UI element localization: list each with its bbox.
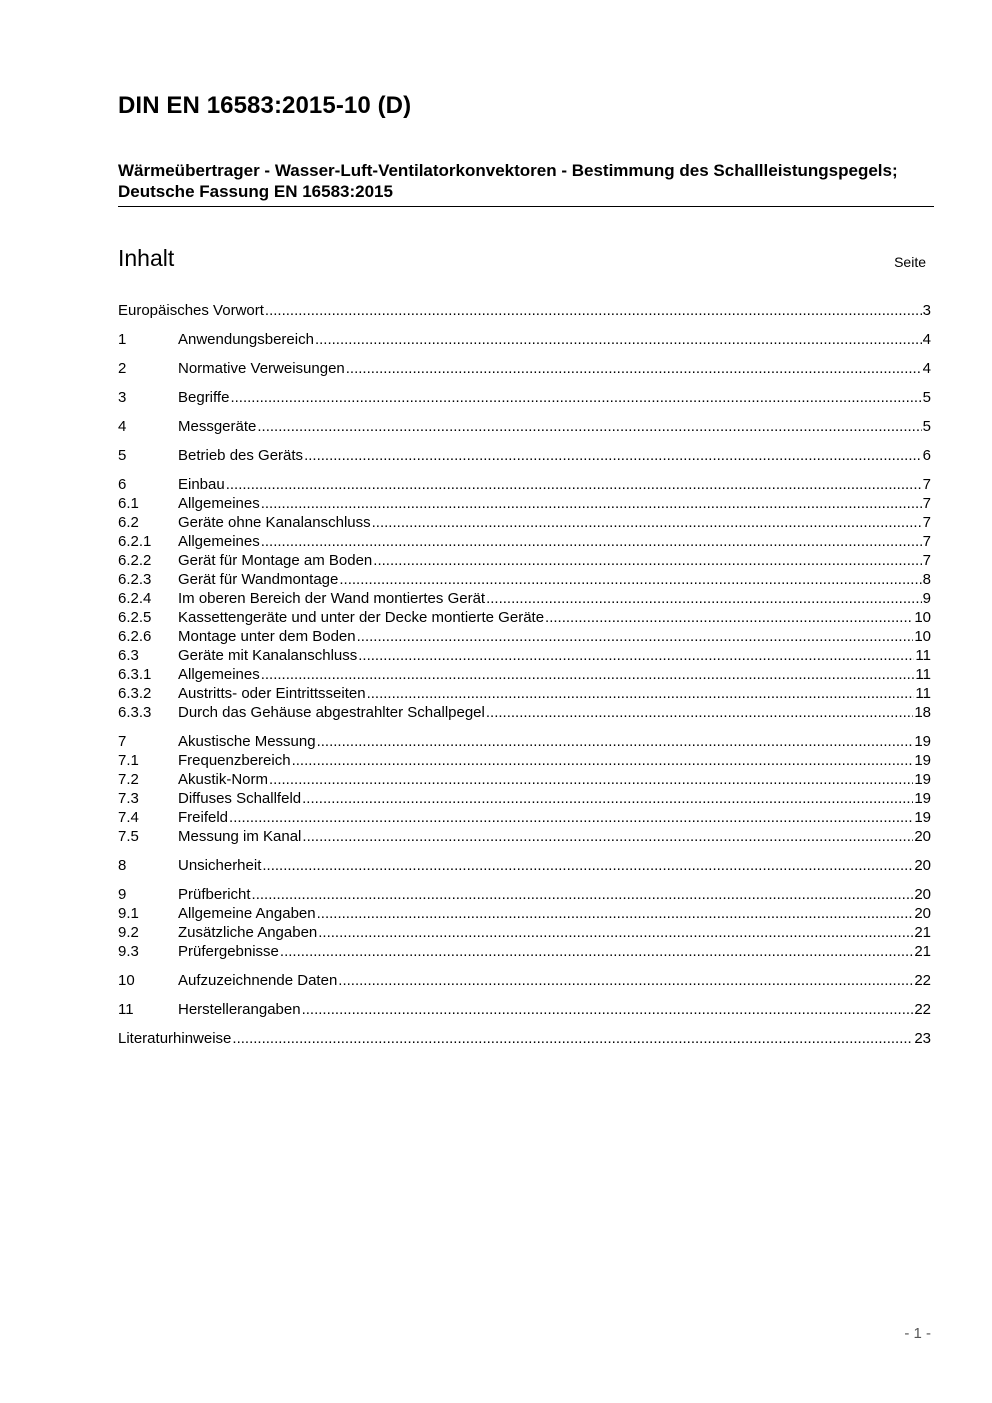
toc-entry-title: Normative Verweisungen [178, 360, 345, 377]
toc-entry-page: 19 [914, 771, 931, 788]
toc-entry-number: 6.3 [118, 647, 139, 664]
toc-entry-page: 7 [922, 476, 931, 493]
toc-entry-page: 11 [915, 647, 931, 664]
toc-entry[interactable] [118, 446, 931, 465]
toc-entry[interactable] [118, 665, 931, 684]
toc-entry-page: 23 [914, 1030, 931, 1047]
toc-entry[interactable] [118, 703, 931, 722]
toc-entry-title: Anwendungsbereich [178, 331, 314, 348]
toc-entry-page: 22 [914, 1001, 931, 1018]
toc-dot-leader [261, 665, 915, 684]
toc-dot-leader [302, 827, 913, 846]
toc-dot-leader [486, 589, 922, 608]
toc-entry-number: 6.3.1 [118, 666, 152, 683]
toc-entry[interactable] [118, 608, 931, 627]
toc-entry[interactable] [118, 789, 931, 808]
document-title: DIN EN 16583:2015-10 (D) [118, 92, 412, 119]
toc-entry-page: 21 [914, 924, 931, 941]
toc-entry-title: Unsicherheit [178, 857, 262, 874]
document-subtitle: Wärmeübertrager - Wasser-Luft-Ventilatorkonvektoren - Bestimmung des Schallleistungspegels; Deutsche Fassung EN 16583:2015 [118, 160, 934, 207]
toc-dot-leader [257, 417, 921, 436]
toc-entry-title: Allgemeines [178, 495, 260, 512]
toc-entry-title: Zusätzliche Angaben [178, 924, 318, 941]
toc-entry-title: Messung im Kanal [178, 828, 302, 845]
toc-dot-leader [358, 646, 914, 665]
toc-entry[interactable] [118, 359, 931, 378]
toc-entry-title: Geräte ohne Kanalanschluss [178, 514, 371, 531]
toc-entry-number: 11 [118, 1001, 134, 1018]
toc-entry-number: 6.3.3 [118, 704, 152, 721]
toc-dot-leader [265, 301, 922, 320]
toc-entry[interactable] [118, 301, 931, 320]
toc-entry-title: Akustik-Norm [178, 771, 269, 788]
toc-entry[interactable] [118, 1029, 931, 1048]
toc-entry-title: Europäisches Vorwort [118, 302, 264, 319]
toc-entry-number: 7 [118, 733, 127, 750]
toc-entry-page: 21 [914, 943, 931, 960]
toc-entry-title: Messgeräte [178, 418, 257, 435]
toc-entry-number: 6.2.2 [118, 552, 152, 569]
toc-entry[interactable] [118, 827, 931, 846]
toc-entry-number: 2 [118, 360, 127, 377]
toc-entry[interactable] [118, 923, 931, 942]
toc-entry-title: Gerät für Wandmontage [178, 571, 339, 588]
toc-entry[interactable] [118, 570, 931, 589]
toc-dot-leader [229, 808, 913, 827]
toc-entry-page: 20 [914, 828, 931, 845]
toc-entry[interactable] [118, 1000, 931, 1019]
toc-dot-leader [302, 789, 913, 808]
toc-header [118, 245, 926, 275]
toc-dot-leader [226, 475, 922, 494]
toc-entry-title: Im oberen Bereich der Wand montiertes Gerät [178, 590, 486, 607]
toc-dot-leader [373, 551, 921, 570]
toc-entry-page: 4 [922, 360, 931, 377]
page-number: - 1 - [904, 1325, 931, 1342]
toc-entry[interactable] [118, 551, 931, 570]
toc-entry-page: 19 [914, 809, 931, 826]
toc-entry-page: 5 [922, 418, 931, 435]
toc-entry[interactable] [118, 942, 931, 961]
toc-entry-page: 20 [914, 857, 931, 874]
toc-entry[interactable] [118, 904, 931, 923]
toc-entry[interactable] [118, 885, 931, 904]
toc-dot-leader [232, 1029, 913, 1048]
toc-entry-title: Kassettengeräte und unter der Decke montierte Geräte [178, 609, 545, 626]
toc-entry[interactable] [118, 770, 931, 789]
toc-entry-number: 4 [118, 418, 127, 435]
toc-entry-page: 7 [922, 495, 931, 512]
toc-dot-leader [261, 494, 922, 513]
toc-dot-leader [317, 732, 914, 751]
toc-entry[interactable] [118, 751, 931, 770]
toc-entry-number: 9.1 [118, 905, 139, 922]
toc-entry-page: 19 [914, 790, 931, 807]
toc-dot-leader [269, 770, 913, 789]
toc-entry-title: Durch das Gehäuse abgestrahlter Schallpegel [178, 704, 485, 721]
toc-dot-leader [262, 856, 913, 875]
toc-dot-leader [318, 923, 913, 942]
toc-dot-leader [346, 359, 922, 378]
toc-dot-leader [315, 330, 922, 349]
toc-entry[interactable] [118, 388, 931, 407]
toc-entry-page: 10 [914, 609, 931, 626]
toc-entry-page: 19 [914, 733, 931, 750]
toc-entry-number: 6.2.1 [118, 533, 152, 550]
toc-entry-page: 20 [914, 905, 931, 922]
toc-entry-title: Geräte mit Kanalanschluss [178, 647, 358, 664]
toc-entry-page: 20 [914, 886, 931, 903]
toc-entry-number: 9 [118, 886, 127, 903]
toc-dot-leader [252, 885, 914, 904]
toc-entry-page: 4 [922, 331, 931, 348]
toc-entry-number: 7.2 [118, 771, 139, 788]
toc-entry-page: 6 [922, 447, 931, 464]
toc-entry[interactable] [118, 330, 931, 349]
toc-entry-page: 19 [914, 752, 931, 769]
toc-entry-title: Prüfergebnisse [178, 943, 279, 960]
toc-entry[interactable] [118, 589, 931, 608]
toc-entry-number: 6.2 [118, 514, 139, 531]
toc-dot-leader [280, 942, 913, 961]
toc-entry[interactable] [118, 732, 931, 751]
toc-entry-title: Allgemeines [178, 533, 260, 550]
toc-entry-number: 6.1 [118, 495, 139, 512]
toc-entry-title: Akustische Messung [178, 733, 316, 750]
toc-entry-page: 11 [915, 685, 931, 702]
toc-entry[interactable] [118, 513, 931, 532]
toc-entry-number: 7.1 [118, 752, 139, 769]
toc-entry-number: 7.4 [118, 809, 139, 826]
toc-entry-number: 6.2.6 [118, 628, 152, 645]
toc-entry-title: Freifeld [178, 809, 229, 826]
toc-entry-page: 7 [922, 533, 931, 550]
toc-dot-leader [317, 904, 914, 923]
toc-page-column-label: Seite [894, 254, 926, 270]
toc-entry-number: 6.3.2 [118, 685, 152, 702]
toc-entry[interactable] [118, 494, 931, 513]
toc-entry-title: Betrieb des Geräts [178, 447, 304, 464]
toc-dot-leader [339, 570, 921, 589]
toc-dot-leader [292, 751, 914, 770]
toc-entry-title: Prüfbericht [178, 886, 251, 903]
toc-heading: Inhalt [118, 245, 175, 271]
toc-dot-leader [338, 971, 913, 990]
toc-entry-number: 6.2.3 [118, 571, 152, 588]
toc-entry-number: 10 [118, 972, 135, 989]
toc-entry-title: Aufzuzeichnende Daten [178, 972, 338, 989]
toc-entry-number: 9.3 [118, 943, 139, 960]
toc-dot-leader [304, 446, 922, 465]
toc-entry[interactable] [118, 627, 931, 646]
toc-dot-leader [545, 608, 913, 627]
toc-dot-leader [372, 513, 922, 532]
toc-dot-leader [486, 703, 913, 722]
toc-entry-page: 7 [922, 552, 931, 569]
toc-entry[interactable] [118, 475, 931, 494]
toc-entry-number: 9.2 [118, 924, 139, 941]
toc-entry-title: Einbau [178, 476, 225, 493]
toc-entry-title: Allgemeine Angaben [178, 905, 316, 922]
toc-entry-title: Begriffe [178, 389, 230, 406]
toc-entry-title: Frequenzbereich [178, 752, 291, 769]
toc-entry-page: 9 [922, 590, 931, 607]
toc-entry[interactable] [118, 684, 931, 703]
toc-entry-title: Literaturhinweise [118, 1030, 232, 1047]
toc-entry-title: Allgemeines [178, 666, 260, 683]
toc-entry-page: 10 [914, 628, 931, 645]
toc-entry[interactable] [118, 971, 931, 990]
toc-entry[interactable] [118, 856, 931, 875]
toc-entry-title: Herstellerangaben [178, 1001, 301, 1018]
toc-dot-leader [230, 388, 921, 407]
toc-dot-leader [302, 1000, 914, 1019]
toc-entry-number: 1 [118, 331, 127, 348]
toc-entry-page: 5 [922, 389, 931, 406]
toc-entry-page: 22 [914, 972, 931, 989]
toc-entry-number: 6.2.5 [118, 609, 152, 626]
toc-entry-page: 11 [915, 666, 931, 683]
toc-entry[interactable] [118, 417, 931, 436]
toc-dot-leader [367, 684, 915, 703]
toc-entry-title: Austritts- oder Eintrittsseiten [178, 685, 366, 702]
toc-entry-page: 7 [922, 514, 931, 531]
toc-entry-number: 3 [118, 389, 127, 406]
toc-entry[interactable] [118, 808, 931, 827]
toc-entry-page: 3 [922, 302, 931, 319]
toc-entry-number: 5 [118, 447, 127, 464]
toc-entry-title: Diffuses Schallfeld [178, 790, 302, 807]
toc-entry-number: 7.5 [118, 828, 139, 845]
toc-entry[interactable] [118, 646, 931, 665]
toc-entry-page: 8 [922, 571, 931, 588]
toc-entry-number: 6.2.4 [118, 590, 152, 607]
toc-entry-number: 8 [118, 857, 127, 874]
toc-dot-leader [261, 532, 922, 551]
toc-entry-title: Montage unter dem Boden [178, 628, 356, 645]
toc-dot-leader [357, 627, 914, 646]
table-of-contents [118, 301, 931, 1048]
toc-entry-title: Gerät für Montage am Boden [178, 552, 373, 569]
toc-entry-number: 7.3 [118, 790, 139, 807]
toc-entry-page: 18 [914, 704, 931, 721]
toc-entry-number: 6 [118, 476, 127, 493]
toc-entry[interactable] [118, 532, 931, 551]
